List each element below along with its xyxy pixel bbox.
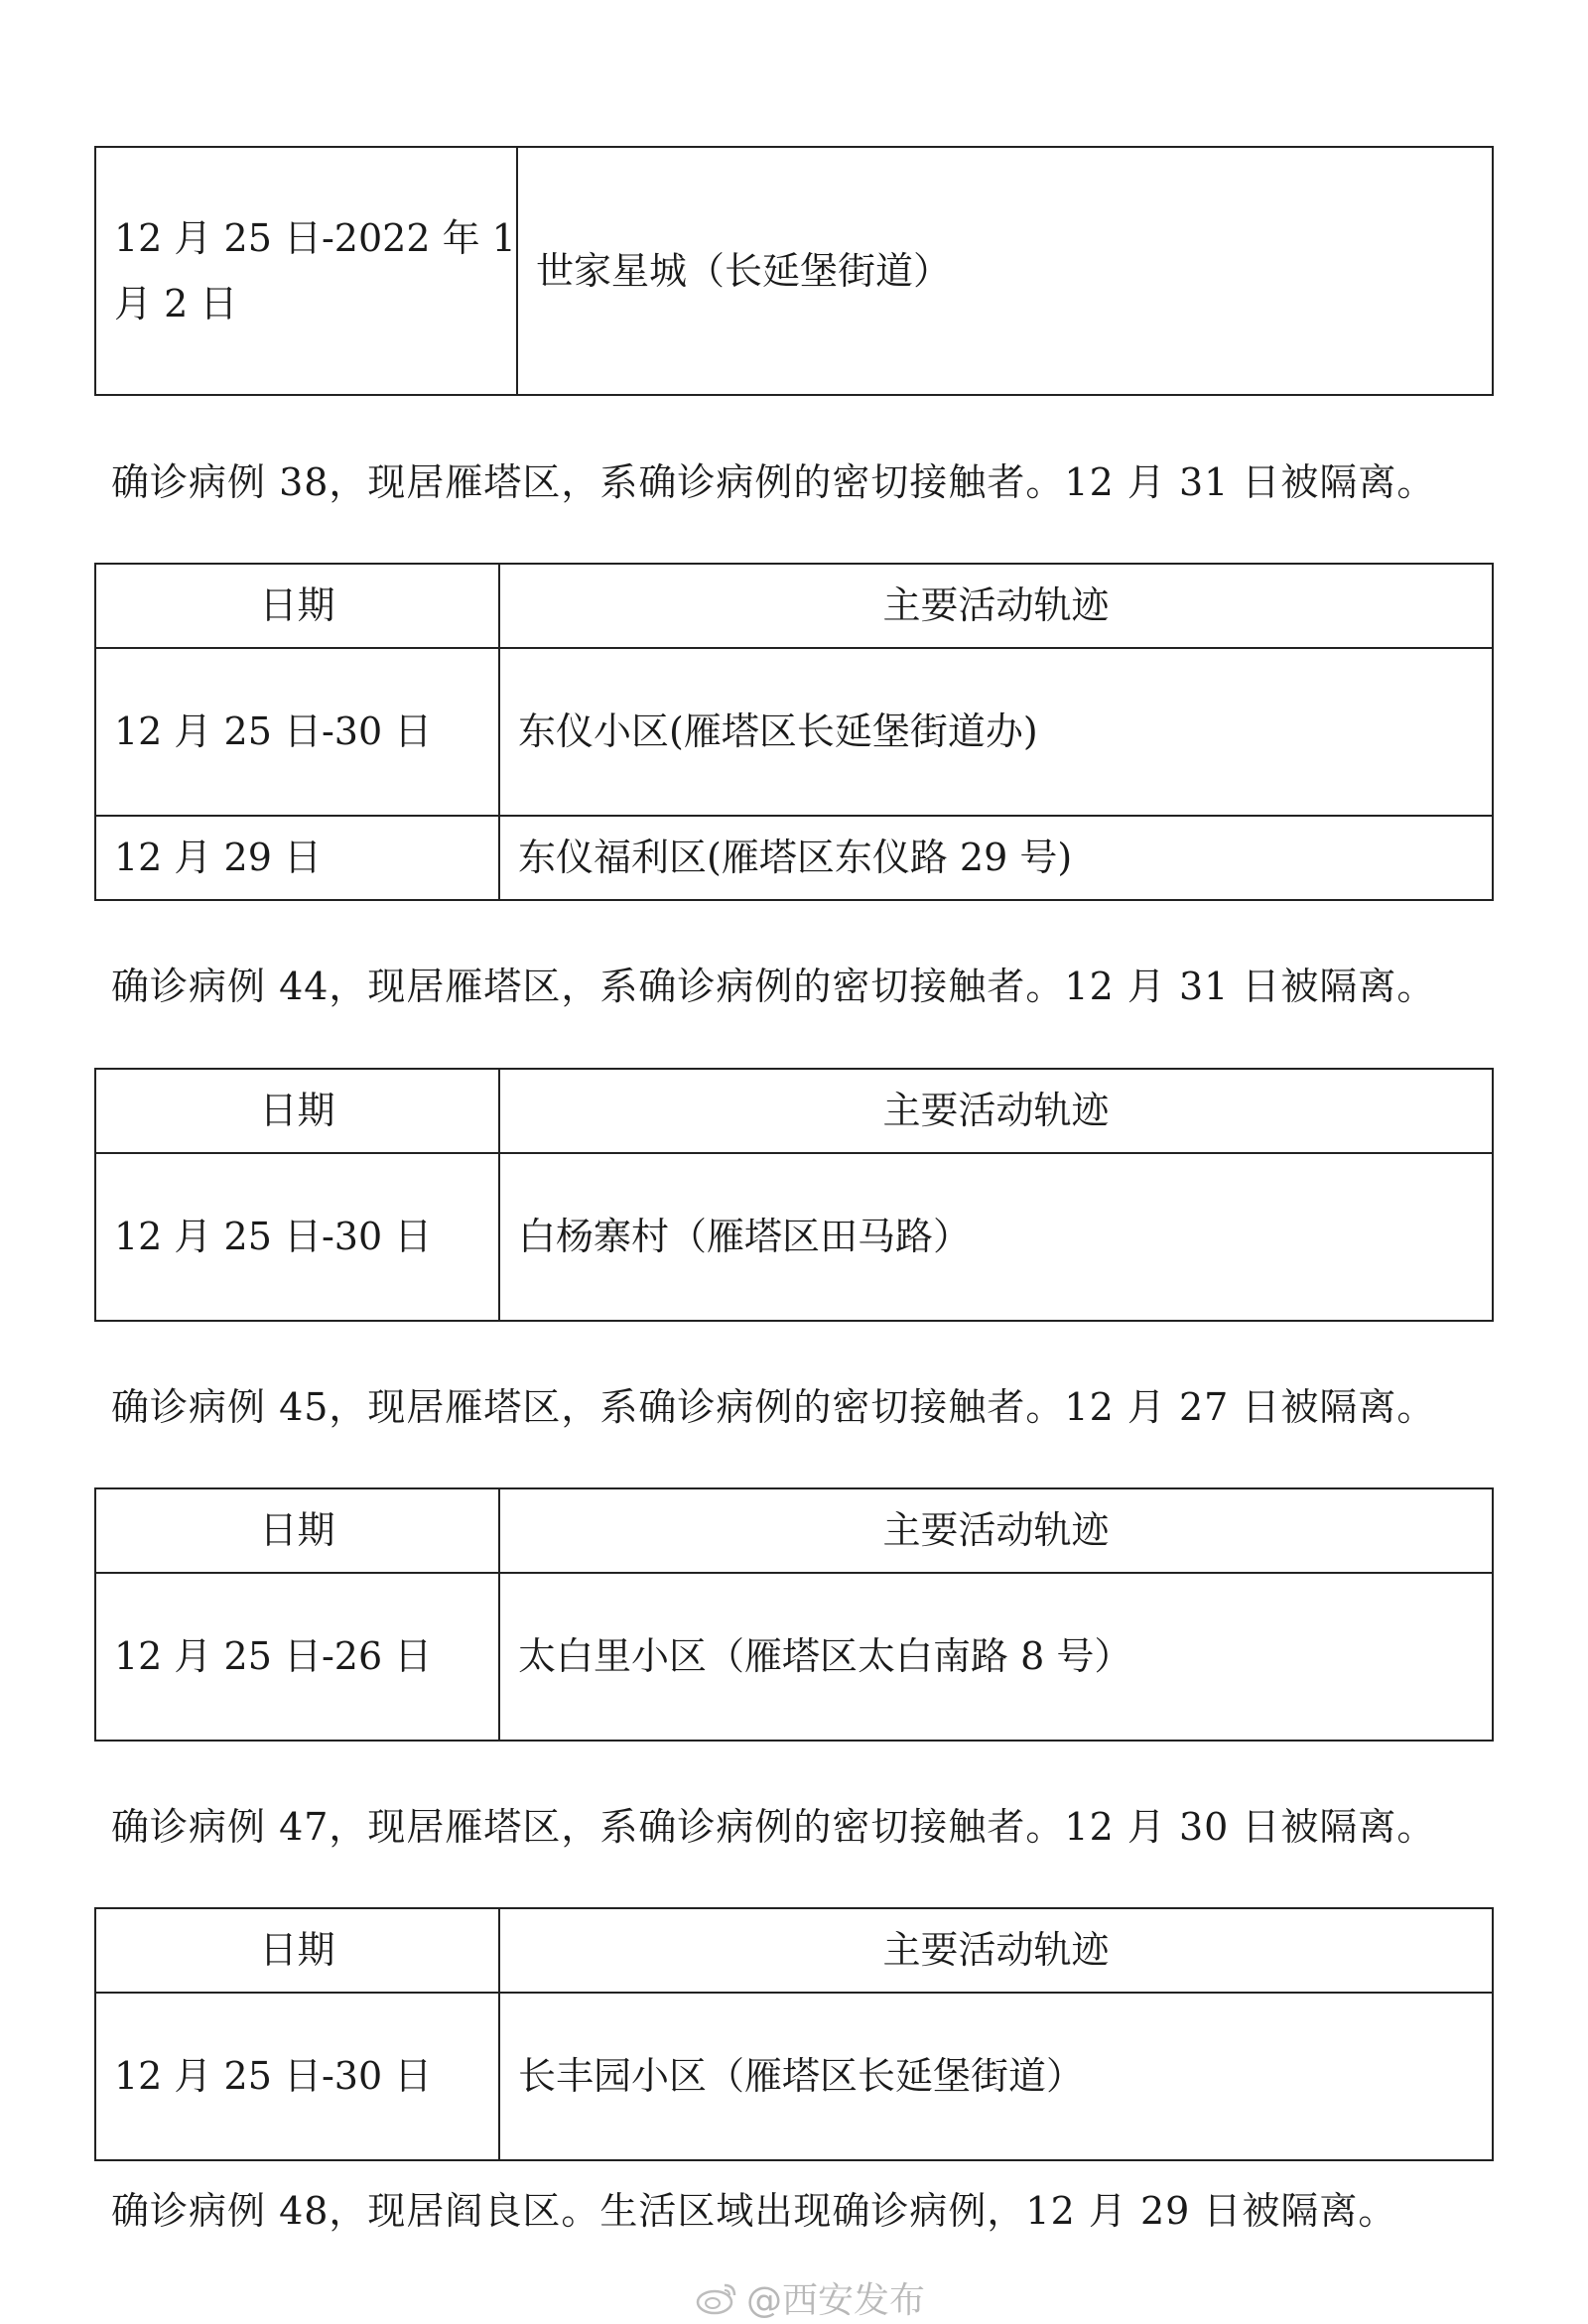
header-date: 日期 [95, 1908, 499, 1993]
table-row [95, 1153, 1493, 1321]
header-date: 日期 [95, 564, 499, 648]
header-place: 主要活动轨迹 [499, 1488, 1493, 1573]
place-cell: 太白里小区（雁塔区太白南路 8 号） [499, 1573, 1493, 1741]
date-cell: 12 月 25 日-26 日 [95, 1573, 499, 1741]
date-cell: 12 月 25 日-30 日 [95, 1993, 499, 2160]
header-date: 日期 [95, 1069, 499, 1153]
table-row [95, 147, 1493, 395]
weibo-logo-icon [695, 2281, 738, 2324]
case-48-description: 确诊病例 48，现居阎良区。生活区域出现确诊病例，12 月 29 日被隔离。 [111, 2189, 1397, 2233]
table-header-row [95, 564, 1493, 648]
place-cell: 东仪小区(雁塔区长延堡街道办) [499, 648, 1493, 816]
date-cell: 12 月 25 日-2022 年 1 月 2 日 [95, 147, 517, 395]
place-cell: 长丰园小区（雁塔区长延堡街道） [499, 1993, 1493, 2160]
header-place: 主要活动轨迹 [499, 564, 1493, 648]
table-row [95, 648, 1493, 816]
date-cell: 12 月 29 日 [95, 816, 499, 900]
header-place: 主要活动轨迹 [499, 1069, 1493, 1153]
header-place: 主要活动轨迹 [499, 1908, 1493, 1993]
date-cell: 12 月 25 日-30 日 [95, 648, 499, 816]
date-cell: 12 月 25 日-30 日 [95, 1153, 499, 1321]
case-38-trajectory-table [94, 563, 1494, 901]
case-47-trajectory-table [94, 1907, 1494, 2161]
table-row [95, 1573, 1493, 1741]
watermark-text: @西安发布 [746, 2280, 926, 2321]
table-row [95, 1993, 1493, 2160]
case-45-trajectory-table [94, 1487, 1494, 1742]
table-header-row [95, 1908, 1493, 1993]
header-date: 日期 [95, 1488, 499, 1573]
case-47-description: 确诊病例 47，现居雁塔区，系确诊病例的密切接触者。12 月 30 日被隔离。 [111, 1805, 1436, 1849]
place-cell: 白杨寨村（雁塔区田马路） [499, 1153, 1493, 1321]
weibo-watermark [695, 2272, 925, 2324]
place-cell: 东仪福利区(雁塔区东仪路 29 号) [499, 816, 1493, 900]
case-45-description: 确诊病例 45，现居雁塔区，系确诊病例的密切接触者。12 月 27 日被隔离。 [111, 1385, 1436, 1429]
case-44-trajectory-table [94, 1068, 1494, 1322]
table-header-row [95, 1069, 1493, 1153]
case-38-description: 确诊病例 38，现居雁塔区，系确诊病例的密切接触者。12 月 31 日被隔离。 [111, 460, 1436, 504]
place-cell: 世家星城（长延堡街道） [517, 147, 1493, 395]
trajectory-table-continued [94, 146, 1494, 396]
case-44-description: 确诊病例 44，现居雁塔区，系确诊病例的密切接触者。12 月 31 日被隔离。 [111, 965, 1436, 1008]
table-header-row [95, 1488, 1493, 1573]
table-row [95, 816, 1493, 900]
